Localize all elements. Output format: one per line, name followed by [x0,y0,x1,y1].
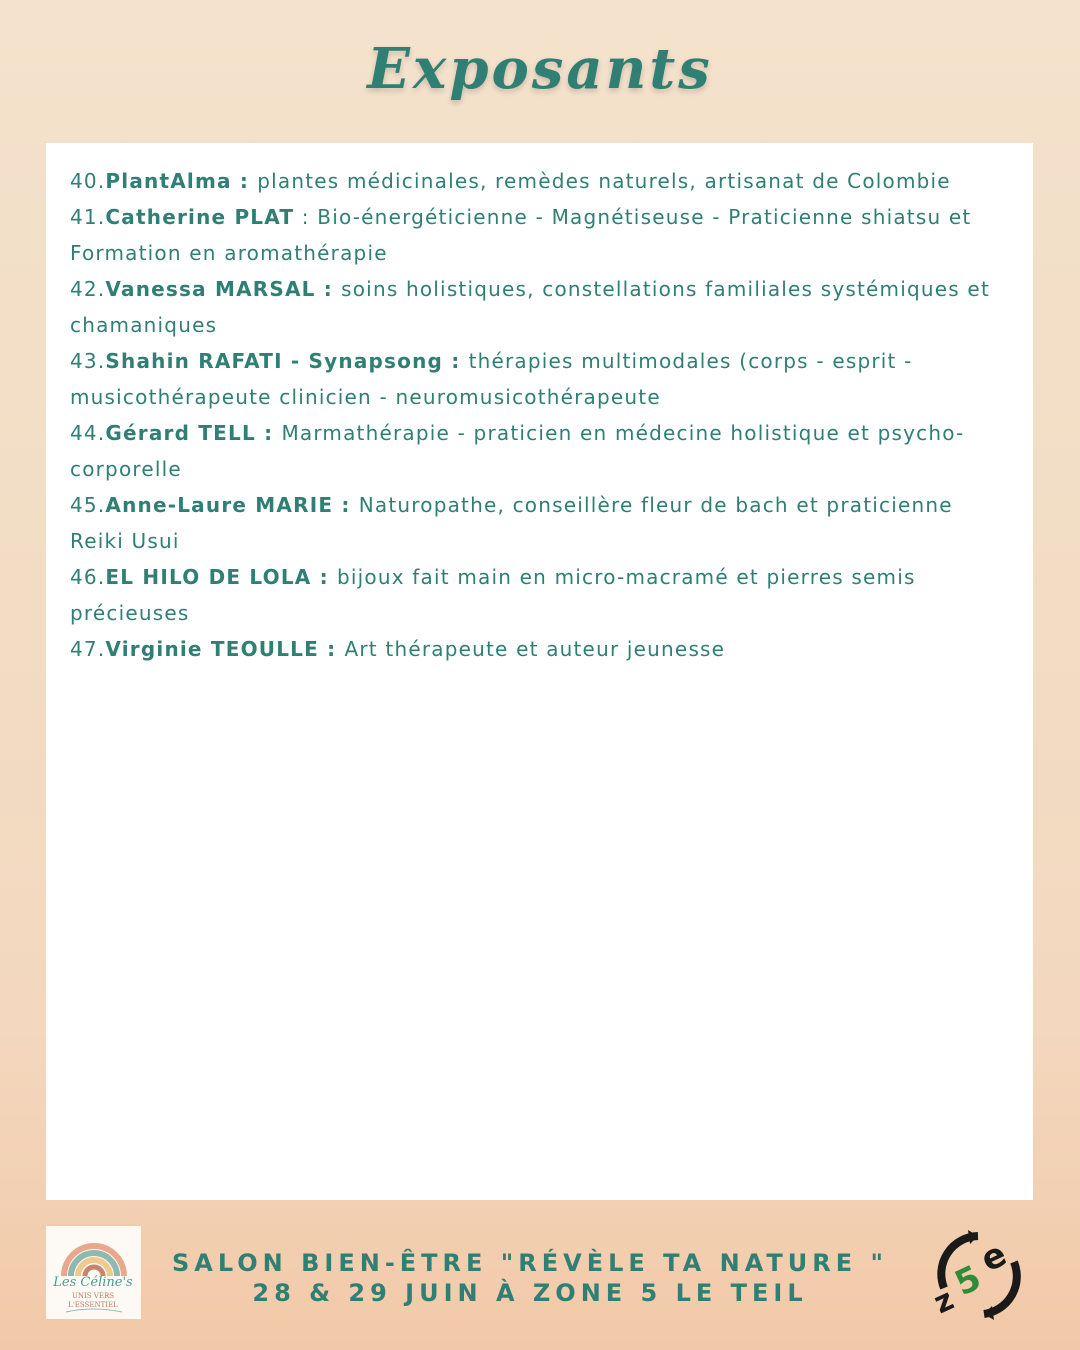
exhibitor-description: bijoux fait main en micro-macramé et pierres semis précieuses [70,565,916,625]
exhibitor-description: Art thérapeute et auteur jeunesse [344,637,726,661]
exhibitor-name: PlantAlma [105,169,232,193]
exhibitor-panel [46,143,1033,1200]
exhibitor-item [70,343,1011,415]
exhibitor-item [70,163,1011,199]
exhibitor-number: 40. [70,169,106,193]
exhibitor-separator: : [443,349,469,373]
logo-text-name: Les Céline's [53,1275,133,1290]
exhibitor-item [70,631,1011,667]
exhibitor-description: plantes médicinales, remèdes naturels, artisanat de Colombie [257,169,951,193]
exhibitor-description: soins holistiques, constellations familiales systémiques et chamaniques [70,277,990,337]
les-celines-logo [46,1226,141,1319]
exhibitor-separator: : [231,169,258,193]
exhibitor-name: EL HILO DE LOLA [105,565,312,589]
logo-text-tagline-2: L'ESSENTIEL [68,1301,118,1309]
exhibitor-number: 43. [70,349,106,373]
exhibitor-item [70,487,1011,559]
svg-text:5: 5 [948,1257,988,1305]
event-dates: 28 & 29 JUIN À ZONE 5 LE TEIL [252,1279,808,1307]
exhibitor-item [70,199,1011,271]
svg-text:z: z [928,1282,960,1322]
recycle-arrows-icon [926,1226,1032,1322]
exhibitor-separator: : [315,277,342,301]
exhibitor-name: Gérard TELL [105,421,256,445]
exhibitor-item [70,559,1011,631]
exhibitor-separator: : [294,205,318,229]
page-title: Exposants [367,36,713,102]
exhibitor-item [70,415,1011,487]
event-banner [160,1248,900,1308]
event-title: SALON BIEN-ÊTRE "RÉVÈLE TA NATURE " [171,1249,889,1277]
exhibitor-number: 45. [70,493,106,517]
exhibitor-separator: : [318,637,345,661]
exhibitor-item [70,271,1011,343]
exhibitor-number: 46. [70,565,106,589]
exhibitor-separator: : [333,493,359,517]
exhibitor-name: Anne-Laure MARIE [105,493,334,517]
exhibitor-name: Catherine PLAT [105,205,295,229]
exhibitor-separator: : [311,565,337,589]
zone-logo-text: e [974,1234,1013,1281]
exhibitor-number: 47. [70,637,106,661]
exhibitor-description: Bio-énergéticienne - Magnétiseuse - Praticienne shiatsu et Formation en aromathérapie [70,205,972,265]
zone5-logo [926,1226,1032,1322]
exhibitor-separator: : [255,421,282,445]
exhibitor-description: Marmathérapie - praticien en médecine holistique et psycho-corporelle [70,421,965,481]
exhibitor-number: 42. [70,277,106,301]
exhibitor-list [46,143,1033,667]
exhibitor-name: Virginie TEOULLE [105,637,319,661]
exhibitor-description: thérapies multimodales (corps - esprit - musicothérapeute clinicien - neuromusicothérapeute [70,349,913,409]
exhibitor-number: 41. [70,205,106,229]
exhibitor-name: Shahin RAFATI - Synapsong [105,349,444,373]
exhibitor-description: Naturopathe, conseillère fleur de bach et praticienne Reiki Usui [70,493,953,553]
exhibitor-number: 44. [70,421,106,445]
exhibitor-name: Vanessa MARSAL [105,277,316,301]
logo-text-tagline-1: UNIS VERS [71,1292,115,1300]
rainbow-icon [46,1226,141,1319]
